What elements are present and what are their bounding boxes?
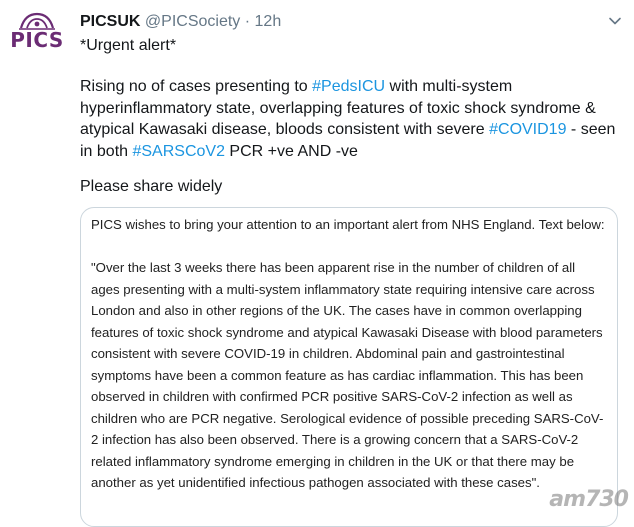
- tweet-header: [80, 12, 594, 32]
- tweet-body: [80, 76, 620, 162]
- tweet-text-1: Rising no of cases presenting to: [80, 78, 313, 95]
- attached-image-card[interactable]: [80, 207, 618, 527]
- author-name[interactable]: PICSUK: [80, 13, 141, 30]
- card-intro: PICS wishes to bring your attention to an important alert from NHS England. Text below:: [91, 217, 605, 232]
- hashtag-pedsicu[interactable]: #PedsICU: [312, 78, 386, 95]
- card-quote: "Over the last 3 weeks there has been apparent rise in the number of children of all ages presenting with a multi-system inflammatory state requiring intensive care across London and also in other regions of the UK. The cases have in common overlapping features of toxic shock syndrome and atypical Kawasaki Disease with blood parameters consistent with severe COVID-19 in children. Abdominal pain and gastrointestinal symptoms have been a common feature as has cardiac inflammation. This has been observed in children with confirmed PCR positive SARS-CoV-2 infection as well as children who are PCR negative. Serological evidence of possible preceding SARS-CoV-2 infection has also been observed. There is a growing concern that a SARS-CoV-2 related inflammatory syndrome emerging in children in the UK or that there may be another as yet unidentified infectious pathogen associated with these cases".: [91, 260, 604, 490]
- tweet-headline: *Urgent alert*: [80, 37, 177, 54]
- avatar[interactable]: [12, 8, 62, 58]
- tweet-text-3: - seen in both: [80, 121, 616, 160]
- watermark: am730: [549, 487, 628, 512]
- chevron-down-icon[interactable]: [608, 14, 622, 28]
- header-separator: ·: [244, 13, 251, 30]
- tweet-text-4: PCR +ve AND -ve: [224, 142, 358, 160]
- avatar-logo-text: PICS: [10, 28, 64, 52]
- hashtag-covid19[interactable]: #COVID19: [489, 121, 567, 138]
- tweet-text-2: with multi-system hyperinflammatory state, overlapping features of toxic shock syndrome & atypical Kawasaki disease, bloods consistent with severe: [80, 78, 596, 138]
- hashtag-sarscov2[interactable]: #SARSCoV2: [132, 142, 225, 160]
- author-handle[interactable]: @PICSociety: [144, 13, 241, 30]
- tweet-timestamp[interactable]: 12h: [254, 13, 282, 30]
- tweet-share-line: Please share widely: [80, 178, 223, 195]
